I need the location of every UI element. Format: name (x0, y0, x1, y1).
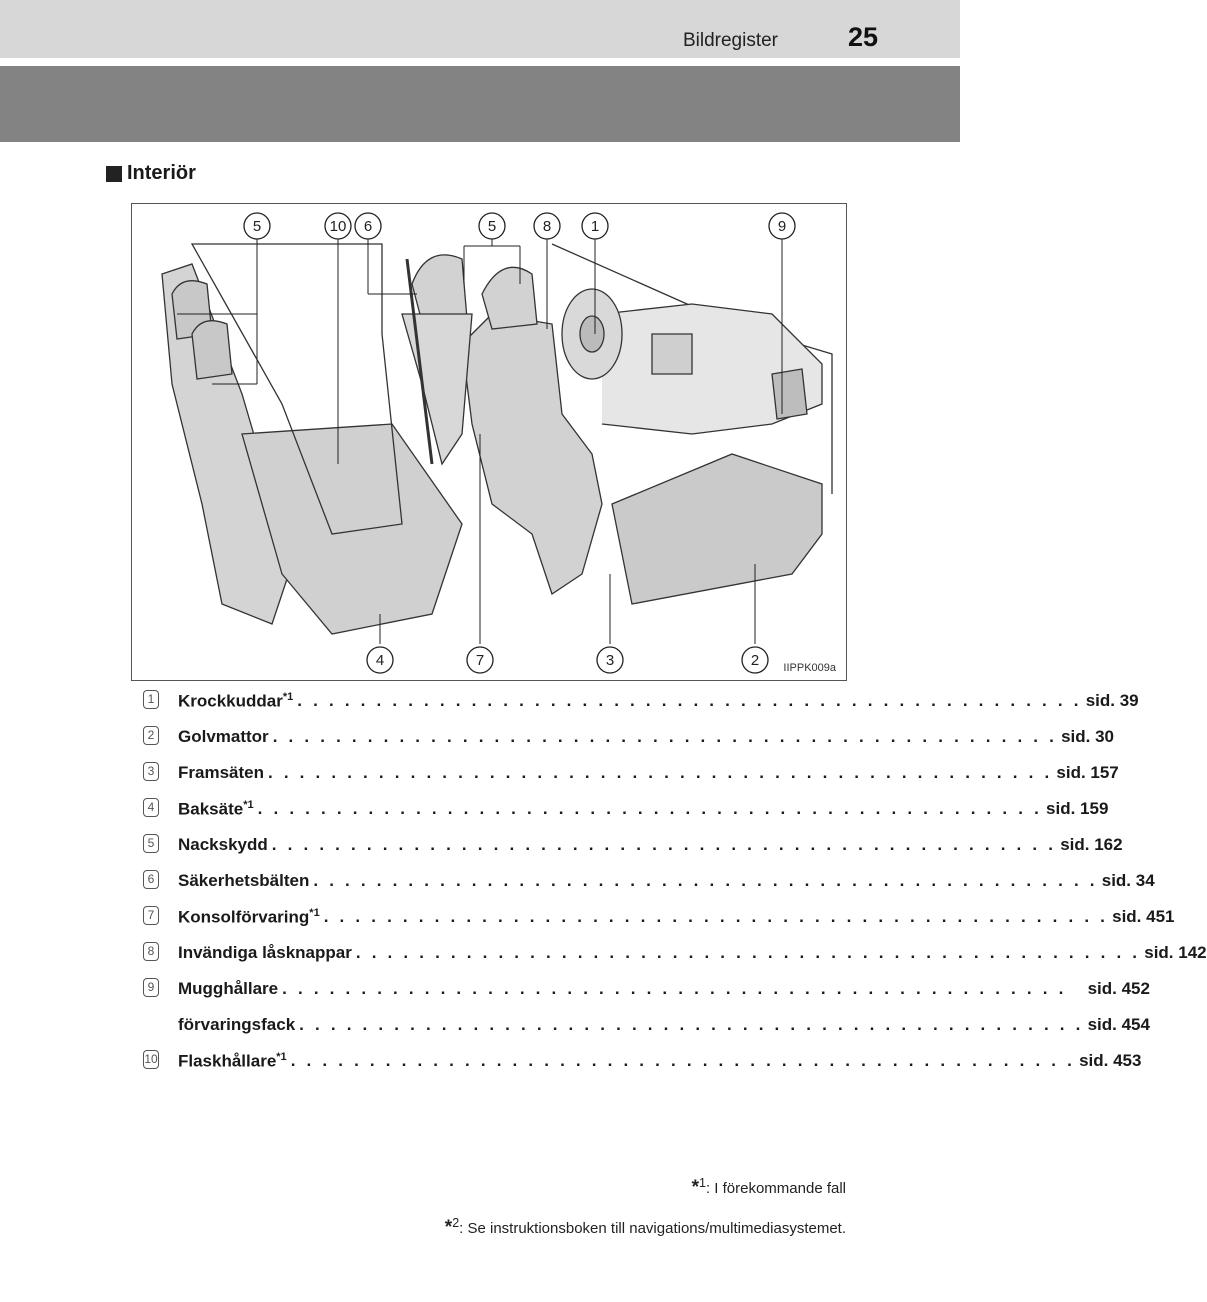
list-item (143, 904, 1175, 940)
dot-leader: . . . . . . . . . . . . . . . . . . . . . . . . . . . . . . . . . . . . . . . . . . . . . . . . . . (297, 691, 1082, 710)
item-label: Nackskydd (178, 835, 268, 854)
callout-5b: 5 (487, 218, 497, 235)
page-reference: sid. 453 (1079, 1051, 1142, 1070)
item-number-badge: 5 (143, 834, 159, 853)
dot-leader: . . . . . . . . . . . . . . . . . . . . . . . . . . . . . . . . . . . . . . . . . . . . . . . . . . (272, 727, 1058, 746)
page-reference: sid. 451 (1112, 907, 1175, 926)
header-banner (0, 66, 960, 142)
item-number-badge: 10 (143, 1050, 159, 1069)
callout-8: 8 (542, 218, 552, 235)
list-item (143, 796, 1109, 832)
item-number-badge: 9 (143, 978, 159, 997)
heading-bullet-icon (106, 166, 122, 182)
list-item (143, 1048, 1142, 1084)
item-number-badge: 4 (143, 798, 159, 817)
dot-leader: . . . . . . . . . . . . . . . . . . . . . . . . . . . . . . . . . . . . . . . . . . . . . . . . . . (257, 799, 1043, 818)
dot-leader: . . . . . . . . . . . . . . . . . . . . . . . . . . . . . . . . . . . . . . . . . . . . . . . . . . (299, 1015, 1084, 1034)
page-reference: sid. 157 (1056, 763, 1119, 782)
dot-leader: . . . . . . . . . . . . . . . . . . . . . . . . . . . . . . . . . . . . . . . . . . . . . . . . . . (271, 835, 1057, 854)
callout-1: 1 (590, 218, 600, 235)
list-item (143, 868, 1155, 904)
interior-illustration (131, 203, 847, 681)
footnote-2: *$^2$: Se instruktionsboken till navigations/multimediasystemet. (444, 1216, 846, 1238)
callout-9: 9 (777, 218, 787, 235)
list-item (143, 940, 1207, 976)
page-reference: sid. 452 (1087, 979, 1150, 998)
callout-4: 4 (375, 652, 385, 669)
footnotes (445, 1166, 846, 1246)
dot-leader: . . . . . . . . . . . . . . . . . . . . . . . . . . . . . . . . . . . . . . . . . . . . . . . . . . (355, 943, 1141, 962)
callout-2: 2 (750, 652, 760, 669)
item-number-badge: 3 (143, 762, 159, 781)
dot-leader: . . . . . . . . . . . . . . . . . . . . . . . . . . . . . . . . . . . . . . . . . . . . . . . . . . (323, 907, 1109, 926)
dot-leader: . . . . . . . . . . . . . . . . . . . . . . . . . . . . . . . . . . . . . . . . . . . . . . . . . . (282, 979, 1067, 998)
heading-text: Interiör (127, 162, 196, 184)
item-label: Konsolförvaring$^{*1}$ (178, 907, 320, 927)
item-number-badge: 8 (143, 942, 159, 961)
page-header (0, 0, 960, 58)
page-reference: sid. 30 (1061, 727, 1115, 746)
item-number-badge: 2 (143, 726, 159, 745)
callout-10: 10 (329, 218, 347, 235)
callout-7: 7 (475, 652, 485, 669)
section-heading (106, 162, 196, 185)
callout-3: 3 (605, 652, 615, 669)
item-number-badge: 1 (143, 690, 159, 709)
page-reference: sid. 34 (1101, 871, 1155, 890)
item-label: Invändiga låsknappar (178, 943, 352, 962)
callout-5a: 5 (252, 218, 262, 235)
footnote-1: *$^1$: I förekommande fall (691, 1176, 846, 1198)
page-reference: sid. 162 (1060, 835, 1123, 854)
item-label: Framsäten (178, 763, 264, 782)
list-item (143, 724, 1115, 760)
page-reference: sid. 39 (1085, 691, 1139, 710)
figure-code: IIPPK009a (783, 662, 836, 674)
page-number: 25 (847, 22, 878, 52)
car-interior-drawing (132, 204, 848, 682)
item-label: Golvmattor (178, 727, 269, 746)
dot-leader: . . . . . . . . . . . . . . . . . . . . . . . . . . . . . . . . . . . . . . . . . . . . . . . . . . (313, 871, 1098, 890)
item-label: Mugghållare (178, 979, 279, 998)
item-label: Flaskhållare$^{*1}$ (178, 1051, 287, 1071)
item-number-badge: 7 (143, 906, 159, 925)
item-label: Baksäte$^{*1}$ (178, 799, 254, 819)
list-item (143, 688, 1139, 724)
dot-leader: . . . . . . . . . . . . . . . . . . . . . . . . . . . . . . . . . . . . . . . . . . . . . . . . . . (290, 1051, 1076, 1070)
item-label-secondary: förvaringsfack (178, 1015, 296, 1034)
page-reference: sid. 142 (1144, 943, 1207, 962)
item-number-badge: 6 (143, 870, 159, 889)
dot-leader: . . . . . . . . . . . . . . . . . . . . . . . . . . . . . . . . . . . . . . . . . . . . . . . . . . (267, 763, 1053, 782)
item-list (143, 688, 1207, 1084)
callout-6: 6 (363, 218, 373, 235)
item-label: Säkerhetsbälten (178, 871, 310, 890)
item-label: Krockkuddar$^{*1}$ (178, 691, 294, 711)
section-title: Bildregister (682, 30, 778, 51)
list-item (143, 976, 1150, 1048)
page-reference: sid. 159 (1046, 799, 1109, 818)
page-reference-secondary: sid. 454 (1087, 1015, 1150, 1034)
list-item (143, 760, 1119, 796)
list-item (143, 832, 1123, 868)
